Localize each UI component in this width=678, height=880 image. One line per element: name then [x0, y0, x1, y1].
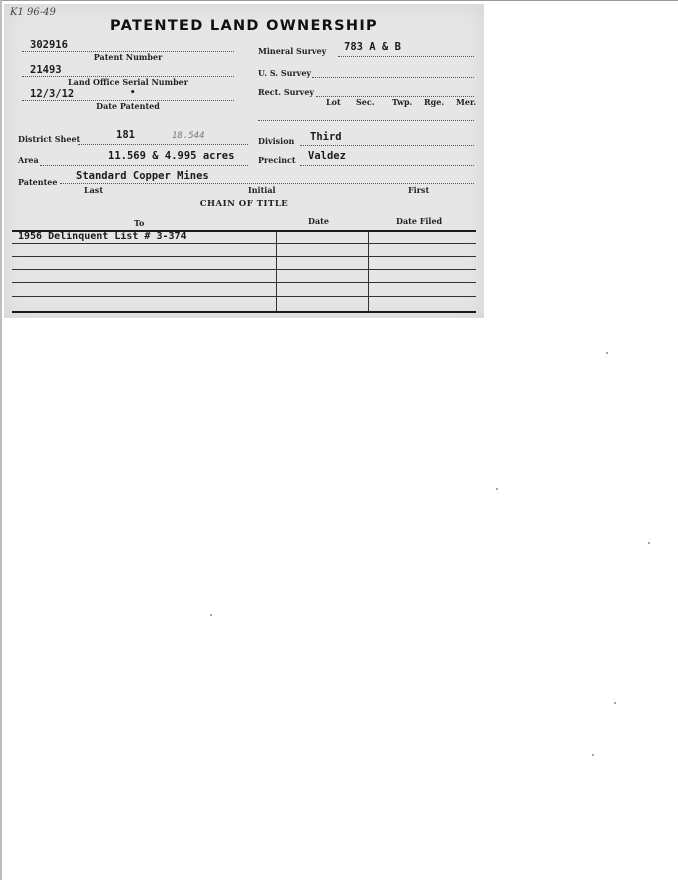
scan-speck — [614, 702, 616, 704]
handwritten-reference: K1 96-49 — [10, 7, 56, 18]
chain-of-title-table — [12, 230, 476, 316]
scan-speck — [496, 488, 498, 490]
scan-speck — [606, 352, 608, 354]
district-sheet-value: 181 — [116, 129, 135, 141]
chain-row-rule — [12, 243, 476, 244]
chain-divider-filed — [368, 232, 369, 312]
rect-col-rge: Rge. — [424, 97, 445, 107]
area-line — [40, 165, 248, 166]
land-ownership-card — [4, 4, 484, 318]
card-title: PATENTED LAND OWNERSHIP — [110, 18, 378, 34]
patentee-line — [60, 183, 474, 184]
division-label: Division — [258, 136, 295, 146]
chain-row-rule — [12, 269, 476, 270]
rect-col-mer: Mer. — [456, 97, 477, 107]
chain-row-rule — [12, 256, 476, 257]
precinct-line — [300, 165, 474, 166]
chain-bottom-rule — [12, 311, 476, 313]
rect-values-line — [258, 120, 474, 121]
chain-row-rule — [12, 296, 476, 297]
precinct-value: Valdez — [308, 150, 346, 162]
chain-col-to: To — [134, 218, 145, 228]
area-label: Area — [18, 155, 39, 165]
scan-speck — [210, 614, 212, 616]
rect-col-twp: Twp. — [392, 97, 413, 107]
chain-entry-to: 1956 Delinquent List # 3-374 — [18, 231, 187, 242]
patent-number-label: Patent Number — [93, 52, 163, 62]
name-col-first: First — [408, 185, 430, 195]
page-edge-top — [0, 0, 678, 1]
rect-col-lot: Lot — [326, 97, 341, 107]
patent-number-value: 302916 — [30, 39, 68, 51]
district-sheet-note: 18.544 — [172, 131, 205, 141]
us-survey-label: U. S. Survey — [258, 68, 312, 78]
chain-divider-date — [276, 232, 277, 312]
rect-col-sec: Sec. — [356, 97, 375, 107]
mineral-survey-value: 783 A & B — [344, 41, 401, 53]
scan-speck — [592, 754, 594, 756]
date-patented-label: Date Patented — [96, 101, 160, 111]
precinct-label: Precinct — [258, 155, 296, 165]
us-survey-line — [312, 77, 474, 78]
district-sheet-label: District Sheet — [18, 134, 81, 144]
patentee-value: Standard Copper Mines — [76, 170, 209, 182]
division-value: Third — [310, 131, 342, 143]
district-sheet-line — [78, 144, 248, 145]
date-patented-value: 12/3/12 — [30, 88, 75, 100]
mineral-survey-line — [338, 56, 474, 57]
name-col-initial: Initial — [248, 185, 276, 195]
chain-row-rule — [12, 282, 476, 283]
patentee-label: Patentee — [18, 177, 58, 187]
name-col-last: Last — [84, 185, 104, 195]
scan-speck — [648, 542, 650, 544]
chain-of-title-heading: CHAIN OF TITLE — [199, 199, 289, 209]
division-line — [300, 145, 474, 146]
land-office-serial-value: 21493 — [30, 64, 62, 76]
mineral-survey-label: Mineral Survey — [258, 46, 327, 56]
page-edge-left — [0, 0, 2, 880]
rect-survey-label: Rect. Survey — [258, 87, 315, 97]
chain-col-date-filed: Date Filed — [396, 216, 443, 226]
date-mark: • — [130, 88, 136, 98]
chain-col-date: Date — [308, 216, 329, 226]
area-value: 11.569 & 4.995 acres — [108, 150, 235, 162]
land-office-serial-label: Land Office Serial Number — [68, 77, 188, 87]
